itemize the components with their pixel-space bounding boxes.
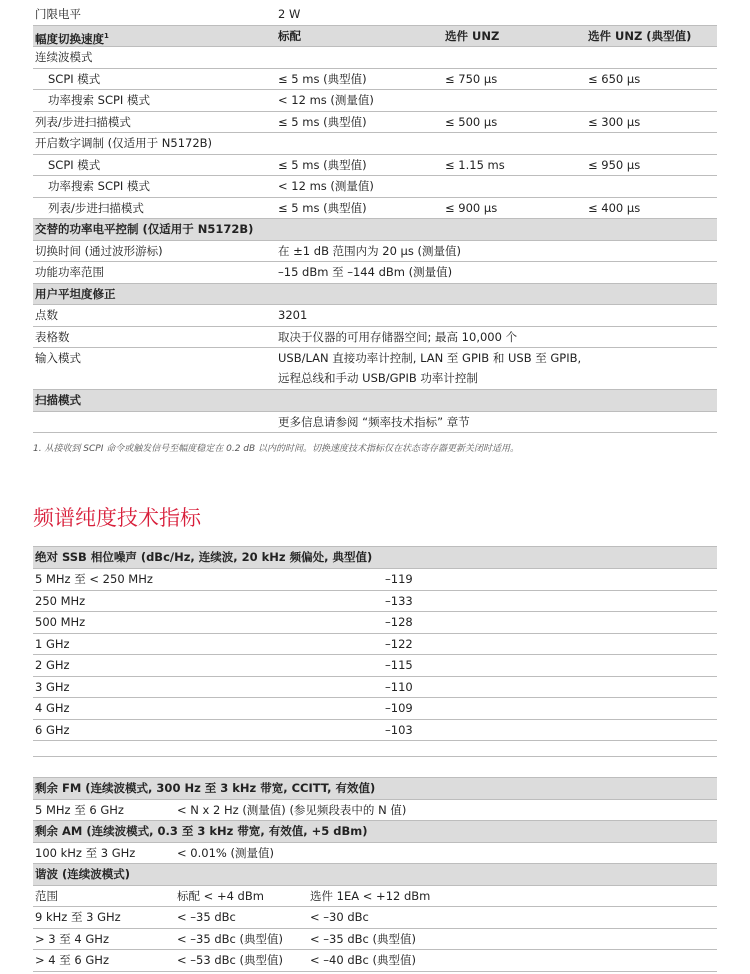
table-row bbox=[33, 720, 717, 742]
table-cell: 谐波 (连续波模式) bbox=[35, 867, 131, 881]
table-cell: 点数 bbox=[35, 308, 58, 322]
table-cell: 输入模式 bbox=[35, 351, 81, 365]
table-row bbox=[33, 348, 717, 390]
table-cell: 门限电平 bbox=[35, 7, 81, 21]
table-row bbox=[33, 198, 717, 220]
footnote: 1. 从接收到 SCPI 命令或触发信号至幅度稳定在 0.2 dB 以内的时间。切换速度技术指标仅在状态寄存器更新关闭时适用。 bbox=[33, 444, 520, 454]
table-cell: 范围 bbox=[35, 888, 58, 903]
table-cell: ≤ 5 ms (典型值) bbox=[278, 71, 367, 86]
table-cell: < –53 dBc (典型值) bbox=[177, 953, 283, 967]
table-cell: –122 bbox=[385, 636, 413, 651]
table-cell: 远程总线和手动 USB/GPIB 功率计控制 bbox=[278, 371, 478, 385]
table-cell: 5 MHz 至 < 250 MHz bbox=[35, 572, 153, 586]
table-row bbox=[33, 698, 717, 720]
table-cell: –115 bbox=[385, 658, 413, 672]
table-row bbox=[33, 133, 717, 155]
amplitude-specs-table bbox=[33, 4, 717, 433]
table-section-header bbox=[33, 821, 717, 843]
table-cell: < 12 ms (测量值) bbox=[278, 93, 374, 107]
table-row bbox=[33, 90, 717, 112]
table-row bbox=[33, 176, 717, 198]
residual-fm-am-harmonics-table bbox=[33, 777, 717, 972]
table-cell: > 3 至 4 GHz bbox=[35, 931, 109, 946]
table-cell: 列表/步进扫描模式 bbox=[35, 114, 131, 129]
table-cell: –109 bbox=[385, 701, 413, 715]
table-cell: 连续波模式 bbox=[35, 50, 93, 64]
table-row bbox=[33, 305, 717, 327]
table-section-header bbox=[33, 547, 717, 569]
table-cell: USB/LAN 直接功率计控制, LAN 至 GPIB 和 USB 至 GPIB, bbox=[278, 351, 582, 365]
table-spacer bbox=[33, 741, 717, 757]
table-row bbox=[33, 677, 717, 699]
table-section-header bbox=[33, 864, 717, 886]
table-cell: SCPI 模式 bbox=[48, 71, 101, 86]
table-cell: < –35 dBc (典型值) bbox=[310, 931, 416, 946]
table-cell: 2 W bbox=[278, 7, 301, 21]
table-cell: ≤ 5 ms (典型值) bbox=[278, 200, 367, 215]
table-cell: 3201 bbox=[278, 308, 308, 322]
table-cell: ≤ 300 µs bbox=[588, 114, 641, 129]
table-cell: > 4 至 6 GHz bbox=[35, 953, 109, 967]
table-cell: 5 MHz 至 6 GHz bbox=[35, 802, 124, 817]
table-cell: 用户平坦度修正 bbox=[35, 286, 116, 301]
table-cell: –103 bbox=[385, 722, 413, 737]
table-cell: 100 kHz 至 3 GHz bbox=[35, 845, 136, 860]
table-cell: 切换时间 (通过波形游标) bbox=[35, 243, 163, 258]
table-section-header bbox=[33, 219, 717, 241]
table-cell: 剩余 AM (连续波模式, 0.3 至 3 kHz 带宽, 有效值, +5 dBm) bbox=[35, 824, 368, 838]
table-row bbox=[33, 907, 717, 929]
table-cell: 交替的功率电平控制 (仅适用于 N5172B) bbox=[35, 222, 254, 236]
table-cell: < –35 dBc bbox=[177, 910, 236, 924]
table-row bbox=[33, 800, 717, 822]
table-row bbox=[33, 655, 717, 677]
table-cell: 更多信息请参阅 “频率技术指标” 章节 bbox=[278, 414, 470, 429]
table-row bbox=[33, 155, 717, 177]
table-cell: 表格数 bbox=[35, 329, 70, 344]
table-cell: 250 MHz bbox=[35, 593, 86, 608]
table-cell: 选件 1EA < +12 dBm bbox=[310, 888, 431, 903]
table-section-header bbox=[33, 26, 717, 48]
table-section-header bbox=[33, 778, 717, 800]
table-cell: 500 MHz bbox=[35, 615, 86, 629]
table-cell: ≤ 900 µs bbox=[445, 200, 498, 215]
table-row bbox=[33, 4, 717, 26]
table-cell: SCPI 模式 bbox=[48, 157, 101, 172]
table-cell: ≤ 400 µs bbox=[588, 200, 641, 215]
table-cell: < –35 dBc (典型值) bbox=[177, 931, 283, 946]
table-cell: 开启数字调制 (仅适用于 N5172B) bbox=[35, 136, 213, 150]
table-row bbox=[33, 412, 717, 434]
table-cell: 1 GHz bbox=[35, 636, 70, 651]
table-cell: < 0.01% (测量值) bbox=[177, 845, 274, 860]
table-cell: ≤ 500 µs bbox=[445, 114, 498, 129]
phase-noise-table bbox=[33, 546, 717, 757]
footnote-marker: 1 bbox=[104, 31, 109, 40]
table-cell: < 12 ms (测量值) bbox=[278, 179, 374, 193]
table-cell: ≤ 5 ms (典型值) bbox=[278, 114, 367, 129]
table-cell: 列表/步进扫描模式 bbox=[48, 200, 144, 215]
table-cell: –15 dBm 至 –144 dBm (测量值) bbox=[278, 265, 453, 279]
table-cell: 选件 UNZ (典型值) bbox=[588, 28, 692, 43]
table-cell: 标配 bbox=[278, 28, 301, 43]
table-cell: 3 GHz bbox=[35, 679, 70, 694]
table-cell: 标配 < +4 dBm bbox=[177, 888, 264, 903]
table-cell: 功率搜索 SCPI 模式 bbox=[48, 179, 150, 193]
table-row bbox=[33, 950, 717, 972]
table-row bbox=[33, 112, 717, 134]
table-row bbox=[33, 241, 717, 263]
table-row bbox=[33, 886, 717, 908]
table-cell: ≤ 5 ms (典型值) bbox=[278, 157, 367, 172]
table-cell: < N x 2 Hz (测量值) (参见频段表中的 N 值) bbox=[177, 802, 407, 817]
table-cell: 4 GHz bbox=[35, 701, 70, 715]
table-cell: 扫描模式 bbox=[35, 393, 81, 407]
table-cell: ≤ 650 µs bbox=[588, 71, 641, 86]
table-row bbox=[33, 612, 717, 634]
table-row bbox=[33, 262, 717, 284]
table-cell: 取决于仪器的可用存储器空间; 最高 10,000 个 bbox=[278, 329, 518, 344]
table-row bbox=[33, 591, 717, 613]
table-section-header bbox=[33, 284, 717, 306]
table-row bbox=[33, 569, 717, 591]
table-cell: 6 GHz bbox=[35, 722, 70, 737]
table-cell: 选件 UNZ bbox=[445, 28, 500, 43]
table-cell: ≤ 750 µs bbox=[445, 71, 498, 86]
table-row bbox=[33, 843, 717, 865]
table-cell: 2 GHz bbox=[35, 658, 70, 672]
table-cell: –133 bbox=[385, 593, 413, 608]
table-cell: 绝对 SSB 相位噪声 (dBc/Hz, 连续波, 20 kHz 频偏处, 典型值) bbox=[35, 550, 373, 564]
table-cell: ≤ 950 µs bbox=[588, 157, 641, 172]
table-cell: 9 kHz 至 3 GHz bbox=[35, 910, 121, 924]
table-section-header bbox=[33, 390, 717, 412]
table-cell: 功率搜索 SCPI 模式 bbox=[48, 93, 150, 107]
table-cell: –119 bbox=[385, 572, 413, 586]
table-cell: < –30 dBc bbox=[310, 910, 369, 924]
table-cell: –128 bbox=[385, 615, 413, 629]
table-row bbox=[33, 327, 717, 349]
table-row bbox=[33, 69, 717, 91]
table-cell: 幅度切换速度$^1$ bbox=[35, 31, 109, 46]
table-row bbox=[33, 47, 717, 69]
table-cell: 功能功率范围 bbox=[35, 265, 104, 279]
table-cell: ≤ 1.15 ms bbox=[445, 157, 505, 172]
table-row bbox=[33, 929, 717, 951]
table-row bbox=[33, 634, 717, 656]
table-cell: –110 bbox=[385, 679, 413, 694]
table-cell: < –40 dBc (典型值) bbox=[310, 953, 416, 967]
section-title: 频谱纯度技术指标 bbox=[33, 506, 201, 530]
table-cell: 剩余 FM (连续波模式, 300 Hz 至 3 kHz 带宽, CCITT, 有效值) bbox=[35, 781, 376, 795]
table-cell: 在 ±1 dB 范围内为 20 µs (测量值) bbox=[278, 243, 461, 258]
